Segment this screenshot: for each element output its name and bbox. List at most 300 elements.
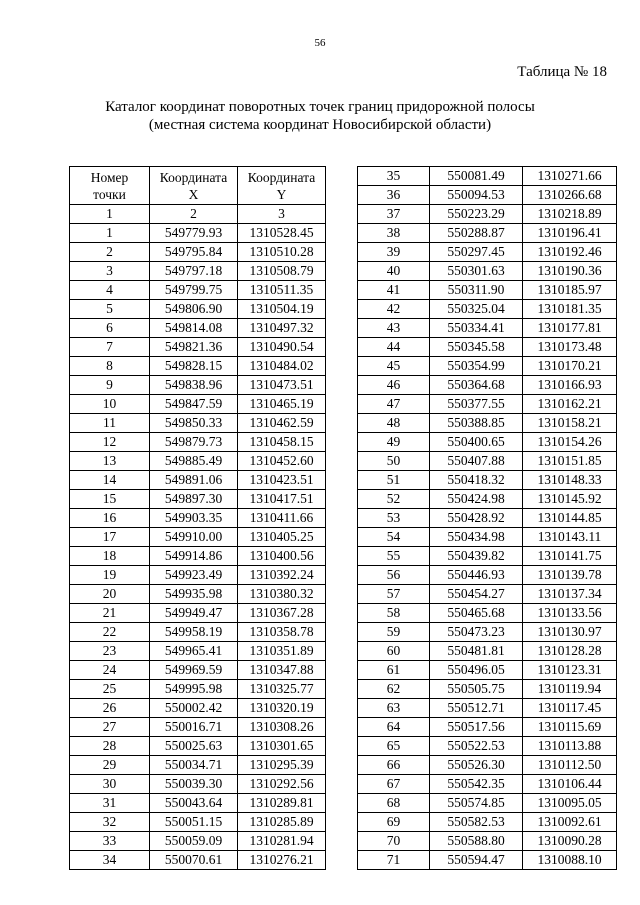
coordinate-x-cell: 549965.41 — [150, 642, 238, 661]
coordinate-y-cell: 1310137.34 — [523, 585, 617, 604]
table-row — [358, 490, 617, 509]
table-row — [70, 376, 326, 395]
point-number-cell: 36 — [358, 186, 430, 205]
table-row — [358, 262, 617, 281]
point-number-cell: 13 — [70, 452, 150, 471]
coordinate-y-cell: 1310143.11 — [523, 528, 617, 547]
coordinate-y-cell: 1310133.56 — [523, 604, 617, 623]
coordinate-y-cell: 1310504.19 — [238, 300, 326, 319]
coordinate-x-cell: 550582.53 — [430, 813, 523, 832]
point-number-cell: 3 — [70, 262, 150, 281]
coordinate-x-cell: 550594.47 — [430, 851, 523, 870]
point-number-cell: 25 — [70, 680, 150, 699]
table-row — [358, 205, 617, 224]
table-row — [358, 642, 617, 661]
coordinate-x-cell: 549821.36 — [150, 338, 238, 357]
point-number-cell: 35 — [358, 167, 430, 186]
point-number-cell: 14 — [70, 471, 150, 490]
table-row — [358, 509, 617, 528]
coordinate-x-cell: 549828.15 — [150, 357, 238, 376]
point-number-cell: 1 — [70, 224, 150, 243]
point-number-cell: 16 — [70, 509, 150, 528]
point-number-cell: 28 — [70, 737, 150, 756]
point-number-cell: 8 — [70, 357, 150, 376]
index-row — [70, 205, 326, 224]
table-row — [358, 167, 617, 186]
coordinate-x-cell: 549897.30 — [150, 490, 238, 509]
table-row — [358, 585, 617, 604]
point-number-cell: 17 — [70, 528, 150, 547]
coordinate-x-cell: 550505.75 — [430, 680, 523, 699]
coordinate-y-cell: 1310320.19 — [238, 699, 326, 718]
coordinate-y-cell: 1310367.28 — [238, 604, 326, 623]
point-number-cell: 58 — [358, 604, 430, 623]
coordinate-x-cell: 549838.96 — [150, 376, 238, 395]
header-point-number — [70, 167, 150, 205]
coordinate-x-cell: 549806.90 — [150, 300, 238, 319]
title-line-1: Каталог координат поворотных точек границ придорожной полосы — [105, 99, 535, 115]
coordinate-y-cell: 1310130.97 — [523, 623, 617, 642]
coordinate-y-cell: 1310511.35 — [238, 281, 326, 300]
coordinate-y-cell: 1310106.44 — [523, 775, 617, 794]
coordinate-x-cell: 549891.06 — [150, 471, 238, 490]
coordinate-x-cell: 550034.71 — [150, 756, 238, 775]
header-x-line1: Координата — [159, 169, 228, 185]
coordinate-x-cell: 550051.15 — [150, 813, 238, 832]
coordinate-y-cell: 1310411.66 — [238, 509, 326, 528]
point-number-cell: 66 — [358, 756, 430, 775]
point-number-cell: 53 — [358, 509, 430, 528]
table-row — [70, 357, 326, 376]
coordinate-x-cell: 550512.71 — [430, 699, 523, 718]
point-number-cell: 22 — [70, 623, 150, 642]
coordinate-x-cell: 550070.61 — [150, 851, 238, 870]
table-row — [358, 338, 617, 357]
coordinate-x-cell: 550473.23 — [430, 623, 523, 642]
point-number-cell: 5 — [70, 300, 150, 319]
point-number-cell: 70 — [358, 832, 430, 851]
point-number-cell: 52 — [358, 490, 430, 509]
coordinate-y-cell: 1310325.77 — [238, 680, 326, 699]
point-number-cell: 67 — [358, 775, 430, 794]
coordinate-x-cell: 549797.18 — [150, 262, 238, 281]
page-title — [0, 98, 640, 134]
coordinate-y-cell: 1310148.33 — [523, 471, 617, 490]
coordinate-x-cell: 549847.59 — [150, 395, 238, 414]
coordinates-table-left — [69, 166, 326, 870]
point-number-cell: 39 — [358, 243, 430, 262]
coordinate-x-cell: 550354.99 — [430, 357, 523, 376]
title-line-2: (местная система координат Новосибирской области) — [148, 117, 492, 133]
point-number-cell: 44 — [358, 338, 430, 357]
coordinate-x-cell: 549958.19 — [150, 623, 238, 642]
table-row — [358, 452, 617, 471]
coordinate-y-cell: 1310285.89 — [238, 813, 326, 832]
coordinate-y-cell: 1310151.85 — [523, 452, 617, 471]
coordinate-y-cell: 1310465.19 — [238, 395, 326, 414]
table-row — [70, 338, 326, 357]
table-row — [358, 661, 617, 680]
coordinate-x-cell: 549799.75 — [150, 281, 238, 300]
coordinate-x-cell: 549935.98 — [150, 585, 238, 604]
coordinate-y-cell: 1310295.39 — [238, 756, 326, 775]
coordinate-y-cell: 1310347.88 — [238, 661, 326, 680]
table-row — [358, 699, 617, 718]
table-row — [70, 832, 326, 851]
table-row — [358, 604, 617, 623]
table-row — [358, 566, 617, 585]
point-number-cell: 4 — [70, 281, 150, 300]
point-number-cell: 38 — [358, 224, 430, 243]
table-row — [358, 851, 617, 870]
coordinate-x-cell: 550439.82 — [430, 547, 523, 566]
table-row — [358, 471, 617, 490]
coordinate-y-cell: 1310351.89 — [238, 642, 326, 661]
table-row — [70, 775, 326, 794]
coordinate-x-cell: 550418.32 — [430, 471, 523, 490]
coordinate-y-cell: 1310173.48 — [523, 338, 617, 357]
table-row — [70, 623, 326, 642]
coordinate-x-cell: 550574.85 — [430, 794, 523, 813]
coordinate-x-cell: 550223.29 — [430, 205, 523, 224]
point-number-cell: 26 — [70, 699, 150, 718]
table-row — [358, 281, 617, 300]
coordinate-y-cell: 1310123.31 — [523, 661, 617, 680]
index-cell: 3 — [238, 205, 326, 224]
point-number-cell: 12 — [70, 433, 150, 452]
coordinates-table-right — [357, 166, 617, 870]
coordinate-y-cell: 1310497.32 — [238, 319, 326, 338]
coordinate-y-cell: 1310358.78 — [238, 623, 326, 642]
coordinate-x-cell: 550407.88 — [430, 452, 523, 471]
coordinate-y-cell: 1310484.02 — [238, 357, 326, 376]
point-number-cell: 68 — [358, 794, 430, 813]
table-row — [70, 661, 326, 680]
coordinate-y-cell: 1310423.51 — [238, 471, 326, 490]
header-point-line1: Номер — [90, 169, 129, 185]
point-number-cell: 41 — [358, 281, 430, 300]
coordinate-x-cell: 549903.35 — [150, 509, 238, 528]
header-x-line2: X — [188, 186, 199, 202]
coordinate-y-cell: 1310119.94 — [523, 680, 617, 699]
table-row — [358, 737, 617, 756]
coordinate-y-cell: 1310144.85 — [523, 509, 617, 528]
coordinate-x-cell: 549885.49 — [150, 452, 238, 471]
coordinate-y-cell: 1310117.45 — [523, 699, 617, 718]
table-row — [358, 433, 617, 452]
coordinate-y-cell: 1310301.65 — [238, 737, 326, 756]
coordinate-x-cell: 550025.63 — [150, 737, 238, 756]
point-number-cell: 49 — [358, 433, 430, 452]
point-number-cell: 24 — [70, 661, 150, 680]
coordinate-x-cell: 550016.71 — [150, 718, 238, 737]
coordinate-y-cell: 1310276.21 — [238, 851, 326, 870]
coordinate-x-cell: 549910.00 — [150, 528, 238, 547]
table-row — [70, 528, 326, 547]
point-number-cell: 62 — [358, 680, 430, 699]
coordinate-y-cell: 1310090.28 — [523, 832, 617, 851]
table-row — [358, 813, 617, 832]
table-row — [70, 604, 326, 623]
coordinate-y-cell: 1310462.59 — [238, 414, 326, 433]
point-number-cell: 71 — [358, 851, 430, 870]
table-row — [358, 547, 617, 566]
coordinate-x-cell: 550094.53 — [430, 186, 523, 205]
coordinate-y-cell: 1310092.61 — [523, 813, 617, 832]
point-number-cell: 65 — [358, 737, 430, 756]
coordinate-y-cell: 1310281.94 — [238, 832, 326, 851]
table-row — [358, 680, 617, 699]
coordinate-y-cell: 1310490.54 — [238, 338, 326, 357]
point-number-cell: 27 — [70, 718, 150, 737]
header-coordinate-x — [150, 167, 238, 205]
coordinate-y-cell: 1310400.56 — [238, 547, 326, 566]
coordinate-x-cell: 549969.59 — [150, 661, 238, 680]
header-point-line2: точки — [93, 186, 126, 202]
table-row — [70, 737, 326, 756]
point-number-cell: 29 — [70, 756, 150, 775]
coordinate-x-cell: 550002.42 — [150, 699, 238, 718]
coordinate-y-cell: 1310139.78 — [523, 566, 617, 585]
point-number-cell: 19 — [70, 566, 150, 585]
table-row — [70, 566, 326, 585]
table-row — [70, 547, 326, 566]
point-number-cell: 34 — [70, 851, 150, 870]
coordinate-y-cell: 1310266.68 — [523, 186, 617, 205]
point-number-cell: 61 — [358, 661, 430, 680]
coordinate-x-cell: 549795.84 — [150, 243, 238, 262]
coordinate-x-cell: 550388.85 — [430, 414, 523, 433]
point-number-cell: 33 — [70, 832, 150, 851]
coordinate-y-cell: 1310308.26 — [238, 718, 326, 737]
coordinate-x-cell: 550542.35 — [430, 775, 523, 794]
point-number-cell: 7 — [70, 338, 150, 357]
point-number-cell: 11 — [70, 414, 150, 433]
coordinate-x-cell: 550325.04 — [430, 300, 523, 319]
coordinate-y-cell: 1310405.25 — [238, 528, 326, 547]
point-number-cell: 10 — [70, 395, 150, 414]
coordinate-x-cell: 549850.33 — [150, 414, 238, 433]
coordinate-x-cell: 550522.53 — [430, 737, 523, 756]
table-row — [358, 300, 617, 319]
table-row — [70, 262, 326, 281]
point-number-cell: 59 — [358, 623, 430, 642]
coordinate-x-cell: 550301.63 — [430, 262, 523, 281]
coordinate-x-cell: 550424.98 — [430, 490, 523, 509]
table-row — [358, 528, 617, 547]
table-row — [358, 376, 617, 395]
table-row — [70, 851, 326, 870]
coordinate-y-cell: 1310510.28 — [238, 243, 326, 262]
table-row — [70, 680, 326, 699]
coordinate-y-cell: 1310458.15 — [238, 433, 326, 452]
coordinate-y-cell: 1310292.56 — [238, 775, 326, 794]
table-row — [358, 395, 617, 414]
point-number-cell: 51 — [358, 471, 430, 490]
table-row — [70, 224, 326, 243]
table-row — [70, 433, 326, 452]
point-number-cell: 40 — [358, 262, 430, 281]
header-coordinate-y — [238, 167, 326, 205]
coordinate-x-cell: 550288.87 — [430, 224, 523, 243]
coordinate-y-cell: 1310095.05 — [523, 794, 617, 813]
point-number-cell: 48 — [358, 414, 430, 433]
coordinate-y-cell: 1310192.46 — [523, 243, 617, 262]
coordinate-y-cell: 1310166.93 — [523, 376, 617, 395]
point-number-cell: 63 — [358, 699, 430, 718]
table-row — [358, 414, 617, 433]
table-row — [358, 224, 617, 243]
coordinate-x-cell: 549949.47 — [150, 604, 238, 623]
point-number-cell: 9 — [70, 376, 150, 395]
index-cell: 1 — [70, 205, 150, 224]
coordinate-x-cell: 550446.93 — [430, 566, 523, 585]
coordinate-y-cell: 1310380.32 — [238, 585, 326, 604]
coordinate-y-cell: 1310218.89 — [523, 205, 617, 224]
table-row — [70, 585, 326, 604]
coordinate-y-cell: 1310289.81 — [238, 794, 326, 813]
table-row — [70, 300, 326, 319]
point-number-cell: 56 — [358, 566, 430, 585]
coordinate-y-cell: 1310158.21 — [523, 414, 617, 433]
coordinate-x-cell: 550059.09 — [150, 832, 238, 851]
coordinate-y-cell: 1310417.51 — [238, 490, 326, 509]
point-number-cell: 42 — [358, 300, 430, 319]
coordinate-y-cell: 1310528.45 — [238, 224, 326, 243]
point-number-cell: 43 — [358, 319, 430, 338]
table-row — [70, 490, 326, 509]
point-number-cell: 6 — [70, 319, 150, 338]
coordinate-x-cell: 550517.56 — [430, 718, 523, 737]
point-number-cell: 23 — [70, 642, 150, 661]
table-row — [70, 243, 326, 262]
coordinate-y-cell: 1310452.60 — [238, 452, 326, 471]
table-row — [358, 794, 617, 813]
page-number: 56 — [314, 37, 326, 49]
coordinate-y-cell: 1310170.21 — [523, 357, 617, 376]
point-number-cell: 50 — [358, 452, 430, 471]
coordinate-y-cell: 1310508.79 — [238, 262, 326, 281]
coordinate-x-cell: 550364.68 — [430, 376, 523, 395]
coordinate-y-cell: 1310473.51 — [238, 376, 326, 395]
coordinate-y-cell: 1310162.21 — [523, 395, 617, 414]
point-number-cell: 55 — [358, 547, 430, 566]
table-row — [70, 756, 326, 775]
point-number-cell: 20 — [70, 585, 150, 604]
coordinate-x-cell: 550481.81 — [430, 642, 523, 661]
header-row — [70, 167, 326, 205]
table-row — [70, 319, 326, 338]
table-row — [70, 813, 326, 832]
coordinate-x-cell: 550334.41 — [430, 319, 523, 338]
table-row — [70, 699, 326, 718]
coordinate-x-cell: 549914.86 — [150, 547, 238, 566]
coordinate-x-cell: 550400.65 — [430, 433, 523, 452]
point-number-cell: 57 — [358, 585, 430, 604]
coordinate-x-cell: 550377.55 — [430, 395, 523, 414]
table-row — [358, 718, 617, 737]
coordinate-x-cell: 550428.92 — [430, 509, 523, 528]
table-row — [358, 775, 617, 794]
coordinate-y-cell: 1310154.26 — [523, 433, 617, 452]
header-y-line2: Y — [276, 186, 287, 202]
table-row — [358, 832, 617, 851]
coordinate-y-cell: 1310112.50 — [523, 756, 617, 775]
point-number-cell: 2 — [70, 243, 150, 262]
table-row — [70, 414, 326, 433]
coordinate-y-cell: 1310128.28 — [523, 642, 617, 661]
coordinate-y-cell: 1310141.75 — [523, 547, 617, 566]
coordinate-y-cell: 1310196.41 — [523, 224, 617, 243]
coordinate-x-cell: 550434.98 — [430, 528, 523, 547]
coordinate-y-cell: 1310115.69 — [523, 718, 617, 737]
coordinate-x-cell: 549814.08 — [150, 319, 238, 338]
point-number-cell: 18 — [70, 547, 150, 566]
table-row — [358, 319, 617, 338]
point-number-cell: 64 — [358, 718, 430, 737]
point-number-cell: 46 — [358, 376, 430, 395]
point-number-cell: 21 — [70, 604, 150, 623]
table-label: Таблица № 18 — [517, 64, 607, 80]
coordinate-x-cell: 549779.93 — [150, 224, 238, 243]
coordinate-y-cell: 1310392.24 — [238, 566, 326, 585]
point-number-cell: 31 — [70, 794, 150, 813]
coordinate-x-cell: 549995.98 — [150, 680, 238, 699]
coordinate-x-cell: 549923.49 — [150, 566, 238, 585]
coordinate-y-cell: 1310088.10 — [523, 851, 617, 870]
point-number-cell: 37 — [358, 205, 430, 224]
table-row — [358, 357, 617, 376]
coordinate-y-cell: 1310177.81 — [523, 319, 617, 338]
table-row — [70, 452, 326, 471]
table-row — [70, 281, 326, 300]
point-number-cell: 15 — [70, 490, 150, 509]
coordinate-y-cell: 1310113.88 — [523, 737, 617, 756]
coordinate-x-cell: 550588.80 — [430, 832, 523, 851]
coordinate-x-cell: 550311.90 — [430, 281, 523, 300]
table-row — [70, 395, 326, 414]
coordinate-x-cell: 550526.30 — [430, 756, 523, 775]
table-row — [70, 794, 326, 813]
coordinate-x-cell: 549879.73 — [150, 433, 238, 452]
point-number-cell: 32 — [70, 813, 150, 832]
table-row — [358, 186, 617, 205]
table-row — [70, 509, 326, 528]
table-row — [358, 623, 617, 642]
coordinate-x-cell: 550043.64 — [150, 794, 238, 813]
table-row — [70, 642, 326, 661]
coordinate-y-cell: 1310271.66 — [523, 167, 617, 186]
coordinate-x-cell: 550465.68 — [430, 604, 523, 623]
point-number-cell: 45 — [358, 357, 430, 376]
coordinate-x-cell: 550039.30 — [150, 775, 238, 794]
point-number-cell: 47 — [358, 395, 430, 414]
coordinate-x-cell: 550081.49 — [430, 167, 523, 186]
coordinate-x-cell: 550454.27 — [430, 585, 523, 604]
point-number-cell: 54 — [358, 528, 430, 547]
coordinate-x-cell: 550345.58 — [430, 338, 523, 357]
coordinate-x-cell: 550496.05 — [430, 661, 523, 680]
table-row — [358, 756, 617, 775]
coordinate-y-cell: 1310190.36 — [523, 262, 617, 281]
table-row — [70, 471, 326, 490]
point-number-cell: 60 — [358, 642, 430, 661]
header-y-line1: Координата — [247, 169, 316, 185]
coordinate-x-cell: 550297.45 — [430, 243, 523, 262]
coordinate-y-cell: 1310145.92 — [523, 490, 617, 509]
table-row — [70, 718, 326, 737]
coordinate-y-cell: 1310185.97 — [523, 281, 617, 300]
